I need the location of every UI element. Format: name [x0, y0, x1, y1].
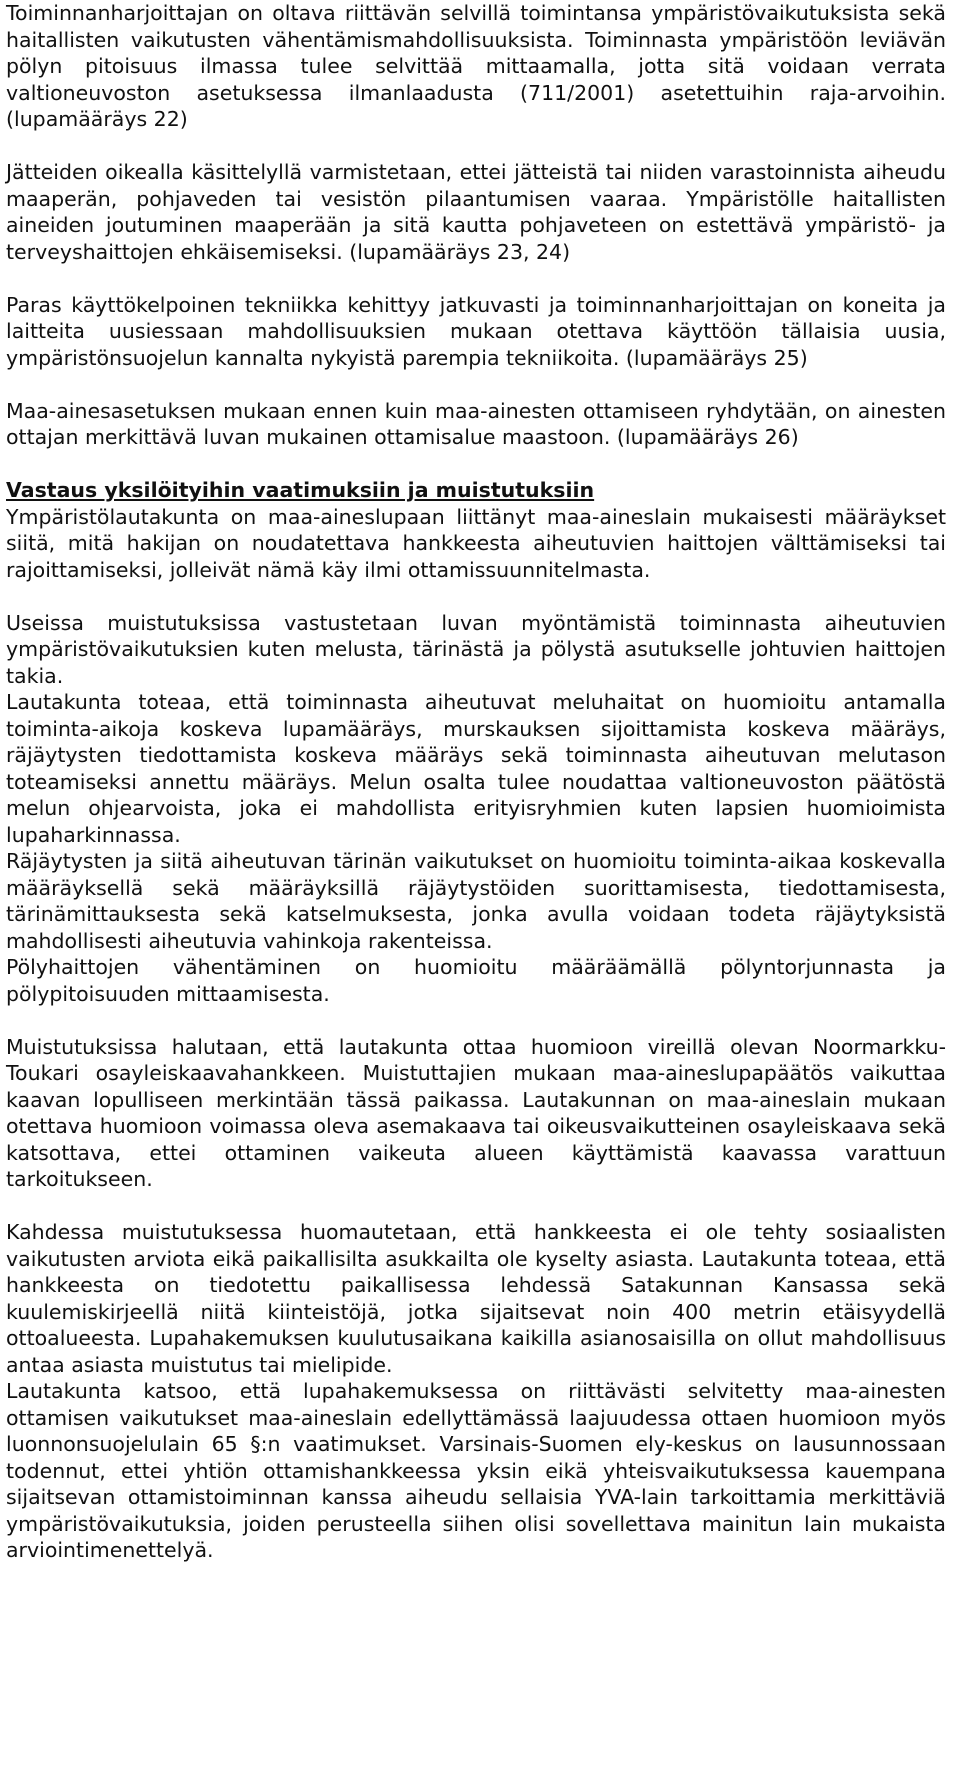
paragraph-social-impact-response: Kahdessa muistutuksessa huomautetaan, että hankkeesta ei ole tehty sosiaalisten vaikutusten arviota eikä paikallisilta asukkailta ole kyselty asiasta. Lautakunta toteaa, että hankkeesta on tiedotettu paikallisessa lehdessä Satakunnan Kansassa sekä kuulemiskirjeellä niitä kiinteistöjä, jotka sijaitsevat noin 400 metrin etäisyydellä ottoalueesta. Lupahakemuksen kuulutusaikana kaikilla asianosaisilla on ollut mahdollisuus antaa asiasta muistutus tai mielipide.: [6, 1220, 946, 1377]
paragraph-extraction-area-marking: Maa-ainesasetuksen mukaan ennen kuin maa-ainesten ottamiseen ryhdytään, on ainesten ottajan merkittävä luvan mukainen ottamisalue maastoon. (lupamääräys 26): [6, 398, 946, 449]
paragraph-zoning-response: Muistutuksissa halutaan, että lautakunta ottaa huomioon vireillä olevan Noormarkku-Toukari osayleiskaavahankkeen. Muistuttajien mukaan maa-aineslupapäätös vaikuttaa kaavan lopulliseen merkintään tässä paikassa. Lautakunnan on maa-aineslain mukaan otettava huomioon voimassa oleva asemakaava tai oikeusvaikutteinen osayleiskaava sekä katsottava, ettei ottaminen vaikeuta alueen käyttämistä kaavassa varattuun tarkoitukseen.: [6, 1034, 946, 1191]
paragraph-committee-conditions: Ympäristölautakunta on maa-aineslupaan liittänyt maa-aineslain mukaisesti määräykset siitä, mitä hakijan on noudatettava hankkeesta aiheutuvien haittojen välttämiseksi tai rajoittamiseksi, jolleivät nämä käy ilmi ottamissuunnitelmasta.: [6, 504, 946, 582]
paragraph-environmental-monitoring: Toiminnanharjoittajan on oltava riittävän selvillä toimintansa ympäristövaikutuksista sekä haitallisten vaikutusten vähentämismahdollisuuksista. Toiminnasta ympäristöön leviävän pölyn pitoisuus ilmassa tulee selvittää mittaamalla, jotta sitä voidaan verrata valtioneuvoston asetuksessa ilmanlaadusta (711/2001) asetettuihin raja-arvoihin. (lupamääräys 22): [6, 1, 946, 131]
paragraph-blasting-response: Räjäytysten ja siitä aiheutuvan tärinän vaikutukset on huomioitu toiminta-aikaa koskevalla määräyksellä sekä määräyksillä räjäytystöiden suorittamisesta, tiedottamisesta, tärinämittauksesta sekä katselmuksesta, jonka avulla voidaan todeta räjäytyksistä mahdollisesti aiheutuvia vahinkoja rakenteissa.: [6, 849, 946, 953]
paragraph-environmental-assessment-response: Lautakunta katsoo, että lupahakemuksessa on riittävästi selvitetty maa-ainesten ottamisen vaikutukset maa-aineslain edellyttämässä laajuudessa ottaen huomioon myös luonnonsuojelulain 65 §:n vaatimukset. Varsinais-Suomen ely-keskus on lausunnossaan todennut, ettei yhtiön ottamishankkeessa yksin eikä yhteisvaikutuksessa kauempana sijaitsevan ottamistoiminnan kanssa aiheudu sellaisia YVA-lain tarkoittamia merkittäviä ympäristövaikutuksia, joiden perusteella siihen olisi sovellettava mainitun lain mukaista arviointimenettelyä.: [6, 1379, 946, 1562]
paragraph-objections-summary: Useissa muistutuksissa vastustetaan luvan myöntämistä toiminnasta aiheutuvien ympäristövaikutuksien kuten melusta, tärinästä ja pölystä asutukselle johtuvien haittojen takia.: [6, 610, 946, 688]
paragraph-waste-handling: Jätteiden oikealla käsittelyllä varmistetaan, ettei jätteistä tai niiden varastoinnista aiheudu maaperän, pohjaveden tai vesistön pilaantumisen vaaraa. Ympäristölle haitallisten aineiden joutuminen maaperään ja sitä kautta pohjaveteen on estettävä ympäristö- ja terveyshaittojen ehkäisemiseksi. (lupamääräys 23, 24): [6, 160, 946, 264]
paragraph-dust-response: Pölyhaittojen vähentäminen on huomioitu määräämällä pölyntorjunnasta ja pölypitoisuuden mittaamisesta.: [6, 955, 946, 1006]
section-heading: Vastaus yksilöityihin vaatimuksiin ja muistutuksiin: [6, 478, 595, 502]
paragraph-best-available-technique: Paras käyttökelpoinen tekniikka kehittyy jatkuvasti ja toiminnanharjoittajan on koneita ja laitteita uusiessaan mahdollisuuksien mukaan otettava käyttöön tällaisia uusia, ympäristönsuojelun kannalta nykyistä parempia tekniikoita. (lupamääräys 25): [6, 292, 946, 370]
paragraph-noise-response: Lautakunta toteaa, että toiminnasta aiheutuvat meluhaitat on huomioitu antamalla toiminta-aikoja koskeva lupamääräys, murskauksen sijoittamista koskeva määräys, räjäytysten tiedottamista koskeva määräys sekä toiminnasta aiheutuvan melutason toteamiseksi annettu määräys. Melun osalta tulee noudattaa valtioneuvoston päätöstä melun ohjearvoista, joka ei mahdollista erityisryhmien kuten lapsien huomioimista lupaharkinnassa.: [6, 690, 946, 847]
